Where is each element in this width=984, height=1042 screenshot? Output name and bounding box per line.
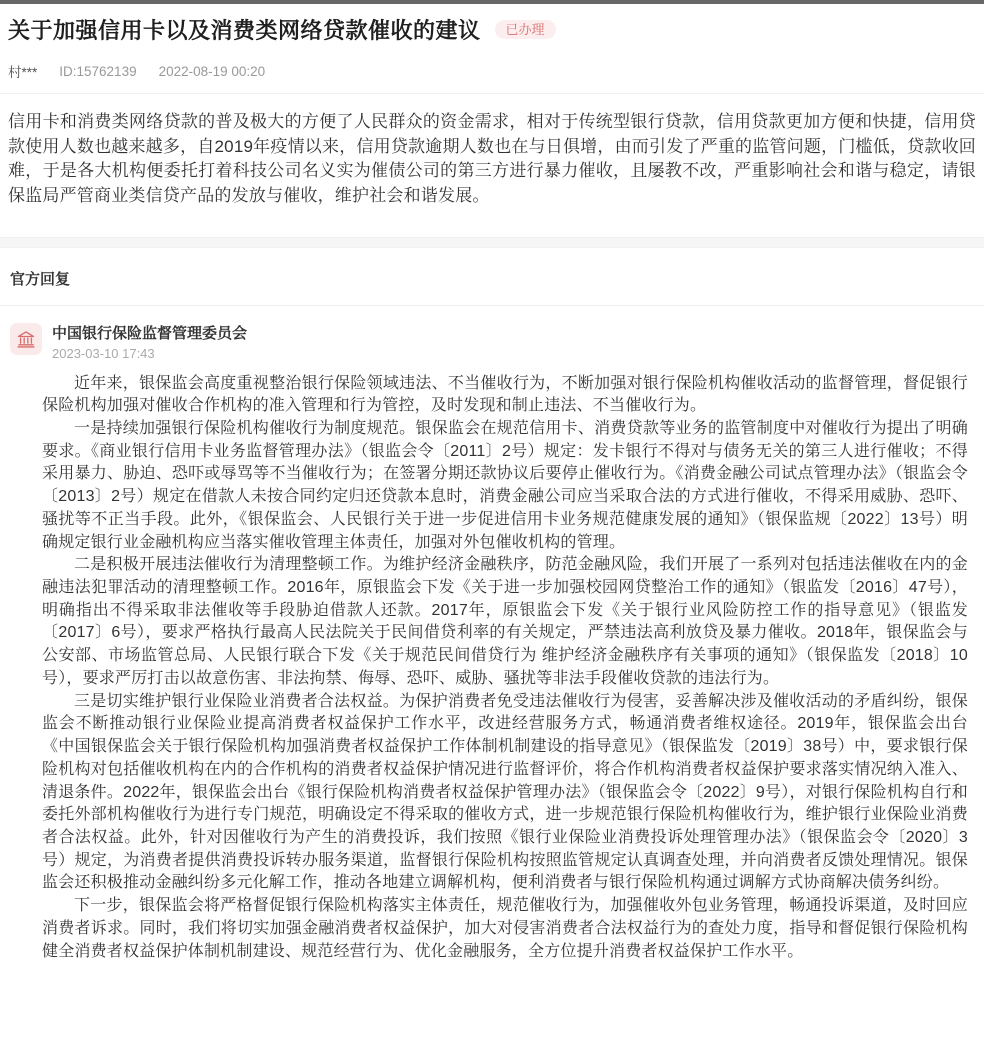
top-edge-strip [0, 0, 984, 4]
page-title: 关于加强信用卡以及消费类网络贷款催收的建议 [8, 18, 481, 43]
reply-org-meta [52, 322, 247, 361]
reply-paragraph: 三是切实维护银行业保险业消费者合法权益。为保护消费者免受违法催收行为侵害，妥善解决涉及催收活动的矛盾纠纷，银保监会不断推动银行业保险业提高消费者权益保护工作水平，改进经营服务方式，畅通消费者维权途径。2019年，银保监会出台《中国银保监会关于银行保险机构加强消费者权益保护工作体制机制建设的指导意见》（银保监发〔2019〕38号）中，要求银行保险机构对包括催收机构在内的合作机构的消费者权益保护情况进行监督评价，将合作机构消费者权益保护要求落实情况纳入准入、清退条件。2022年，银保监会出台《银行保险机构消费者权益保护管理办法》（银保监会令〔2022〕9号），对银行保险机构自行和委托外部机构催收行为进行专门规范，明确设定不得采取的催收方式，进一步规范银行保险机构催收行为，维护银行业保险业消费者合法权益。此外，针对因催收行为产生的消费投诉，我们按照《银行业保险业消费投诉处理管理办法》（银保监会令〔2020〕3号）规定，为消费者提供消费投诉转办服务渠道，监督银行保险机构按照监管规定认真调查处理，并向消费者反馈处理情况。银保监会还积极推动金融纠纷多元化解工作，推动各地建立调解机构，便利消费者与银行保险机构通过调解方式协商解决债务纠纷。 [42, 692, 968, 892]
reply-paragraph: 二是积极开展违法催收行为清理整顿工作。为维护经济金融秩序，防范金融风险，我们开展了一系列对包括违法催收在内的金融违法犯罪活动的清理整顿工作。2016年，原银监会下发《关于进一步加强校园网贷整治工作的通知》（银监发〔2016〕47号），明确指出不得采取非法催收等手段胁迫借款人还款。2017年，原银监会下发《关于银行业风险防控工作的指导意见》（银监发〔2017〕6号），要求严格执行最高人民法院关于民间借贷利率的有关规定，严禁违法高利放贷及暴力催收。2018年，银保监会与公安部、市场监管总局、人民银行联合下发《关于规范民间借贷行为 维护经济金融秩序有关事项的通知》（银保监发〔2018〕10号），要求严厉打击以故意伤害、非法拘禁、侮辱、恐吓、威胁、骚扰等非法手段催收贷款的违法行为。 [42, 556, 968, 687]
reply-time: 2023-03-10 17:43 [52, 345, 155, 361]
reply-paragraph: 一是持续加强银行保险机构催收行为制度规范。银保监会在规范信用卡、消费贷款等业务的监管制度中对催收行为提出了明确要求。《商业银行信用卡业务监督管理办法》（银监会令〔2011〕2号）规定：发卡银行不得对与债务无关的第三人进行催收；不得采用暴力、胁迫、恐吓或辱骂等不当催收行为；在签署分期还款协议后要停止催收行为。《消费金融公司试点管理办法》（银监会令〔2013〕2号）规定在借款人未按合同约定归还贷款本息时，消费金融公司应当采取合法的方式进行催收，不得采用威胁、恐吓、骚扰等不正当手段。此外，《银保监会、人民银行关于进一步促进信用卡业务规范健康发展的通知》（银保监规〔2022〕13号）明确规定银行业金融机构应当落实催收管理主体责任，加强对外包催收机构的管理。 [42, 420, 968, 551]
petition-header [0, 4, 984, 45]
official-reply-heading: 官方回复 [10, 270, 71, 288]
reply-header [2, 322, 976, 361]
bank-icon [10, 323, 42, 355]
organization-name: 中国银行保险监督管理委员会 [52, 324, 248, 342]
petition-content: 信用卡和消费类网络贷款的普及极大的方便了人民群众的资金需求，相对于传统型银行贷款，信用贷款更加方便和快捷，信用贷款使用人数也越来越多，自2019年疫情以来，信用贷款逾期人数也在与日俱增，由而引发了严重的监管问题，门槛低，贷款收回难，于是各大机构便委托打着科技公司名义实为催债公司的第三方进行暴力催收，且屡教不改，严重影响社会和谐与稳定，请银保监局严管商业类信贷产品的发放与催收，维护社会和谐发展。 [8, 112, 976, 205]
status-badge: 已办理 [495, 20, 556, 39]
section-divider-band [0, 237, 984, 248]
petition-id: ID:15762139 [59, 63, 137, 79]
reply-paragraph: 下一步，银保监会将严格督促银行保险机构落实主体责任，规范催收行为，加强催收外包业务管理，畅通投诉渠道，及时回应消费者诉求。同时，我们将切实加强金融消费者权益保护，加大对侵害消费者合法权益行为的查处力度，指导和督促银行保险机构健全消费者权益保护体制机制建设、规范经营行为、优化金融服务，全方位提升消费者权益保护工作水平。 [42, 897, 968, 960]
official-reply-block [0, 306, 984, 978]
reply-content [42, 373, 968, 964]
reply-paragraph: 近年来，银保监会高度重视整治银行保险领域违法、不当催收行为，不断加强对银行保险机构催收活动的监督管理，督促银行保险机构加强对催收合作机构的准入管理和行为管控，及时发现和制止违法、不当催收行为。 [42, 374, 968, 415]
petition-meta [0, 45, 984, 93]
author-name: 村*** [8, 65, 38, 80]
submit-time: 2022-08-19 00:20 [158, 63, 266, 79]
